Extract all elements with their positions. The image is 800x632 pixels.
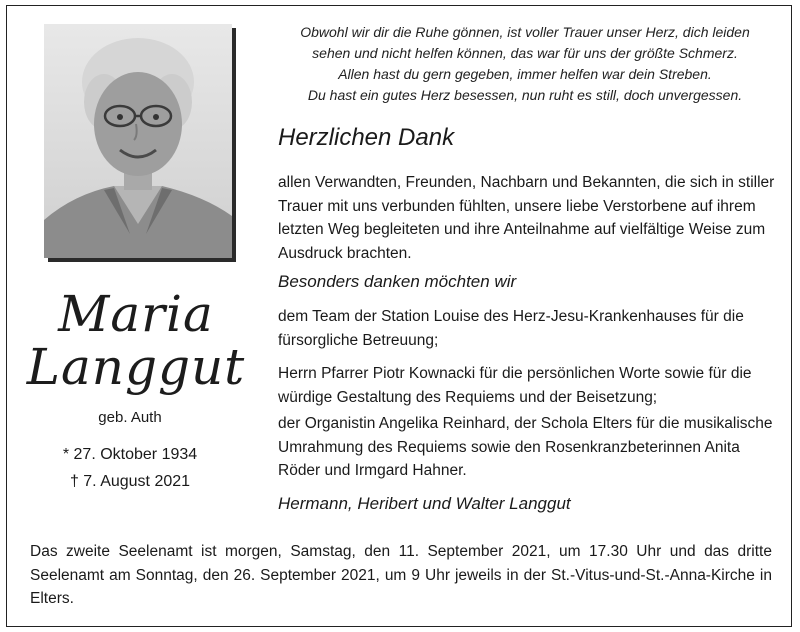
thanks-heading: Herzlichen Dank <box>278 124 455 151</box>
special-thanks-item: dem Team der Station Louise des Herz-Jesu-Krankenhauses für die fürsorgliche Betreuung; <box>278 308 744 349</box>
special-thanks-heading: Besonders danken möchten wir <box>278 272 517 291</box>
poem <box>270 22 780 106</box>
deceased-first-name: Maria <box>58 285 214 343</box>
poem-line: sehen und nicht helfen können, das war für uns der größte Schmerz. <box>312 45 738 61</box>
special-thanks-item: Herrn Pfarrer Piotr Kownacki für die persönlichen Worte sowie für die würdige Gestaltung des Requiems und der Beisetzung; <box>278 365 752 406</box>
death-date: † 7. August 2021 <box>69 473 191 490</box>
poem-line: Du hast ein gutes Herz besessen, nun ruht es still, doch unvergessen. <box>307 87 743 103</box>
service-notice: Das zweite Seelenamt ist morgen, Samstag, den 11. September 2021, um 17.30 Uhr und das dritte Seelenamt am Sonntag, den 26. September 2021, um 9 Uhr jeweils in der St.-Vitus-und-St.-Anna-Kirche in Elters. <box>30 543 772 607</box>
birth-name: geb. Auth <box>98 409 162 426</box>
birth-date: * 27. Oktober 1934 <box>62 446 198 463</box>
poem-line: Allen hast du gern gegeben, immer helfen war dein Streben. <box>338 66 712 82</box>
poem-line: Obwohl wir dir die Ruhe gönnen, ist voller Trauer unser Herz, dich leiden <box>300 24 750 40</box>
portrait-photo <box>44 24 232 258</box>
thanks-text: allen Verwandten, Freunden, Nachbarn und Bekannten, die sich in stiller Trauer mit uns verbunden fühlten, unsere liebe Verstorbene auf ihrem letzten Weg begleiteten und ihre Anteilnahme auf vielfältige Weise zum Ausdruck brachten. <box>278 174 775 262</box>
deceased-last-name: Langgut <box>26 338 246 396</box>
special-thanks-item: der Organistin Angelika Reinhard, der Schola Elters für die musikalische Umrahmung des Requiems sowie den Rosenkranzbeterinnen Anita Röder und Irmgard Hahner. <box>278 415 773 479</box>
family-signature: Hermann, Heribert und Walter Langgut <box>278 494 571 513</box>
